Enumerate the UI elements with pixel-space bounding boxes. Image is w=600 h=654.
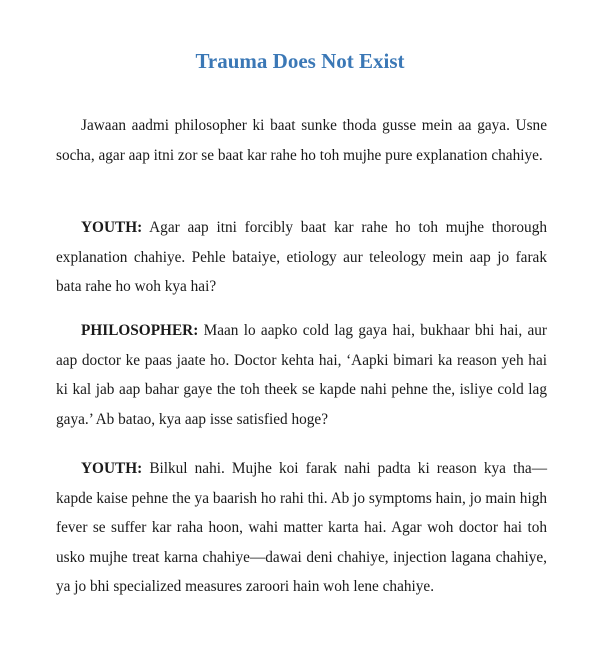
paragraph-text: Bilkul nahi. Mujhe koi farak nahi padta ki reason kya tha—kapde kaise pehne the ya baarish ho rahi thi. Ab jo symptoms hain, jo main high fever se suffer kar raha hoon, wahi matter karta hai. Agar woh doctor hai toh usko mujhe treat karna chahiye—dawai deni chahiye, injection lagana chahiye, ya jo bhi specialized measures zaroori hain woh lene chahiye. [56, 460, 547, 595]
dialogue-paragraph-youth [56, 213, 547, 302]
page-title: Trauma Does Not Exist [195, 49, 405, 73]
speaker-label: PHILOSOPHER: [81, 322, 199, 339]
speaker-label: YOUTH: [81, 219, 143, 236]
paragraph-text: Agar aap itni forcibly baat kar rahe ho toh mujhe thorough explanation chahiye. Pehle bataiye, etiology aur teleology mein aap jo farak bata rahe ho woh kya hai? [56, 219, 547, 295]
dialogue-paragraph-youth [56, 454, 547, 602]
narration-paragraph [56, 111, 547, 170]
speaker-label: YOUTH: [81, 460, 143, 477]
paragraph-text: Jawaan aadmi philosopher ki baat sunke thoda gusse mein aa gaya. Usne socha, agar aap itni zor se baat kar rahe ho toh mujhe pure explanation chahiye. [56, 117, 547, 164]
paragraph-text: Maan lo aapko cold lag gaya hai, bukhaar bhi hai, aur aap doctor ke paas jaate ho. Doctor kehta hai, ‘Aapki bimari ka reason yeh hai ki kal jab aap bahar gaye the toh theek se kapde nahi pehne the, isliye cold lag gaya.’ Ab batao, kya aap isse satisfied hoge? [56, 322, 548, 428]
dialogue-paragraph-philosopher [56, 316, 547, 434]
